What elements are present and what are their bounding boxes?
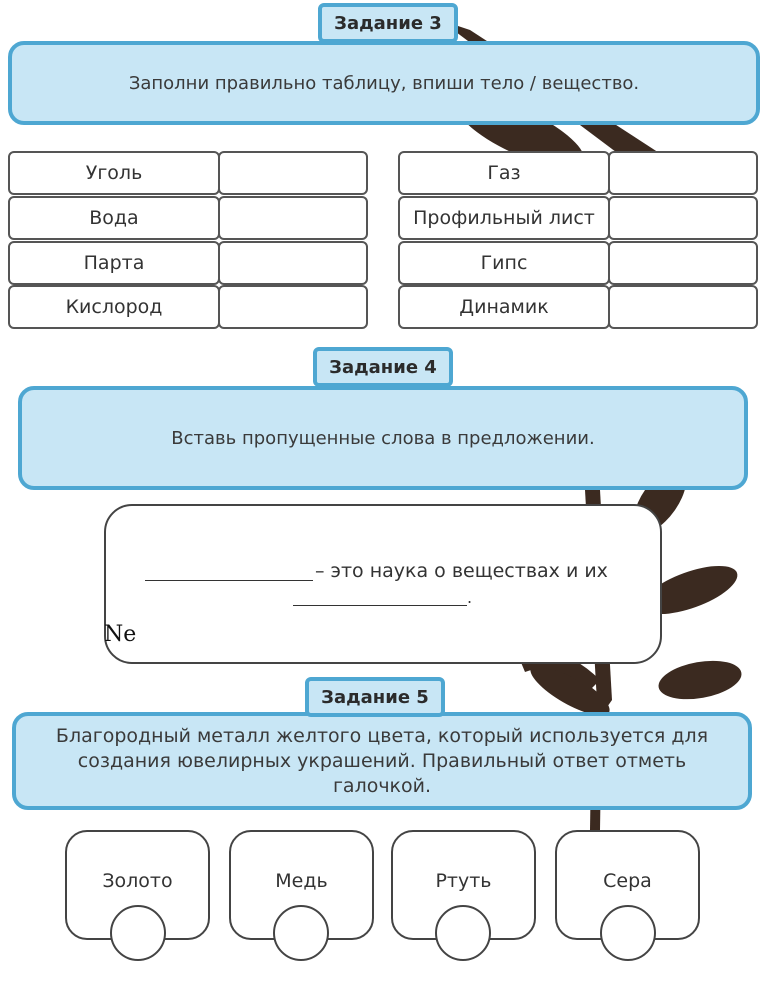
task3-left-item-3: Парта: [8, 241, 220, 285]
option-gold: Золото: [65, 830, 210, 940]
task3-right-answer-4[interactable]: [608, 285, 758, 329]
option-copper-checkbox[interactable]: [273, 905, 329, 961]
task4-end-punct: .: [467, 588, 473, 607]
task3-right-item-4: Динамик: [398, 285, 610, 329]
task3-instruction-panel: [8, 41, 760, 125]
task3-left-answer-3[interactable]: [218, 241, 368, 285]
option-mercury-checkbox[interactable]: [435, 905, 491, 961]
task4-instruction: Вставь пропущенные слова в предложении.: [171, 427, 595, 449]
task5-label: Задание 5: [305, 677, 445, 717]
task3-left-answer-4[interactable]: [218, 285, 368, 329]
task3-left-answer-2[interactable]: [218, 196, 368, 240]
task3-left-answer-1[interactable]: [218, 151, 368, 195]
task4-label: Задание 4: [313, 347, 453, 387]
task3-left-item-4: Кислород: [8, 285, 220, 329]
task5-question-panel: [12, 712, 752, 810]
option-mercury: Ртуть: [391, 830, 536, 940]
task4-sentence-text: – это наука о веществах и их: [315, 560, 608, 582]
task4-blank-2[interactable]: [293, 605, 467, 606]
task4-instruction-panel: [18, 386, 748, 490]
task3-label: Задание 3: [318, 3, 458, 43]
task4-sentence-card: [104, 504, 662, 664]
task3-right-item-2: Профильный лист: [398, 196, 610, 240]
option-sulfur: Сера: [555, 830, 700, 940]
task5-question-line-2: создания ювелирных украшений. Правильный ответ отметь: [77, 749, 687, 772]
option-copper: Медь: [229, 830, 374, 940]
task3-right-answer-1[interactable]: [608, 151, 758, 195]
task3-right-item-3: Гипс: [398, 241, 610, 285]
task4-blank-1[interactable]: [145, 580, 313, 581]
task3-right-answer-3[interactable]: [608, 241, 758, 285]
option-gold-checkbox[interactable]: [110, 905, 166, 961]
option-sulfur-checkbox[interactable]: [600, 905, 656, 961]
task3-instruction: Заполни правильно таблицу, впиши тело / вещество.: [128, 72, 640, 94]
task3-left-item-2: Вода: [8, 196, 220, 240]
task3-right-item-1: Газ: [398, 151, 610, 195]
task3-right-answer-2[interactable]: [608, 196, 758, 240]
task4-stray-text: Ne: [104, 622, 137, 647]
task5-question-line-3: галочкой.: [332, 774, 432, 797]
task5-question-line-1: Благородный металл желтого цвета, который используется для: [55, 724, 709, 747]
task3-left-item-1: Уголь: [8, 151, 220, 195]
